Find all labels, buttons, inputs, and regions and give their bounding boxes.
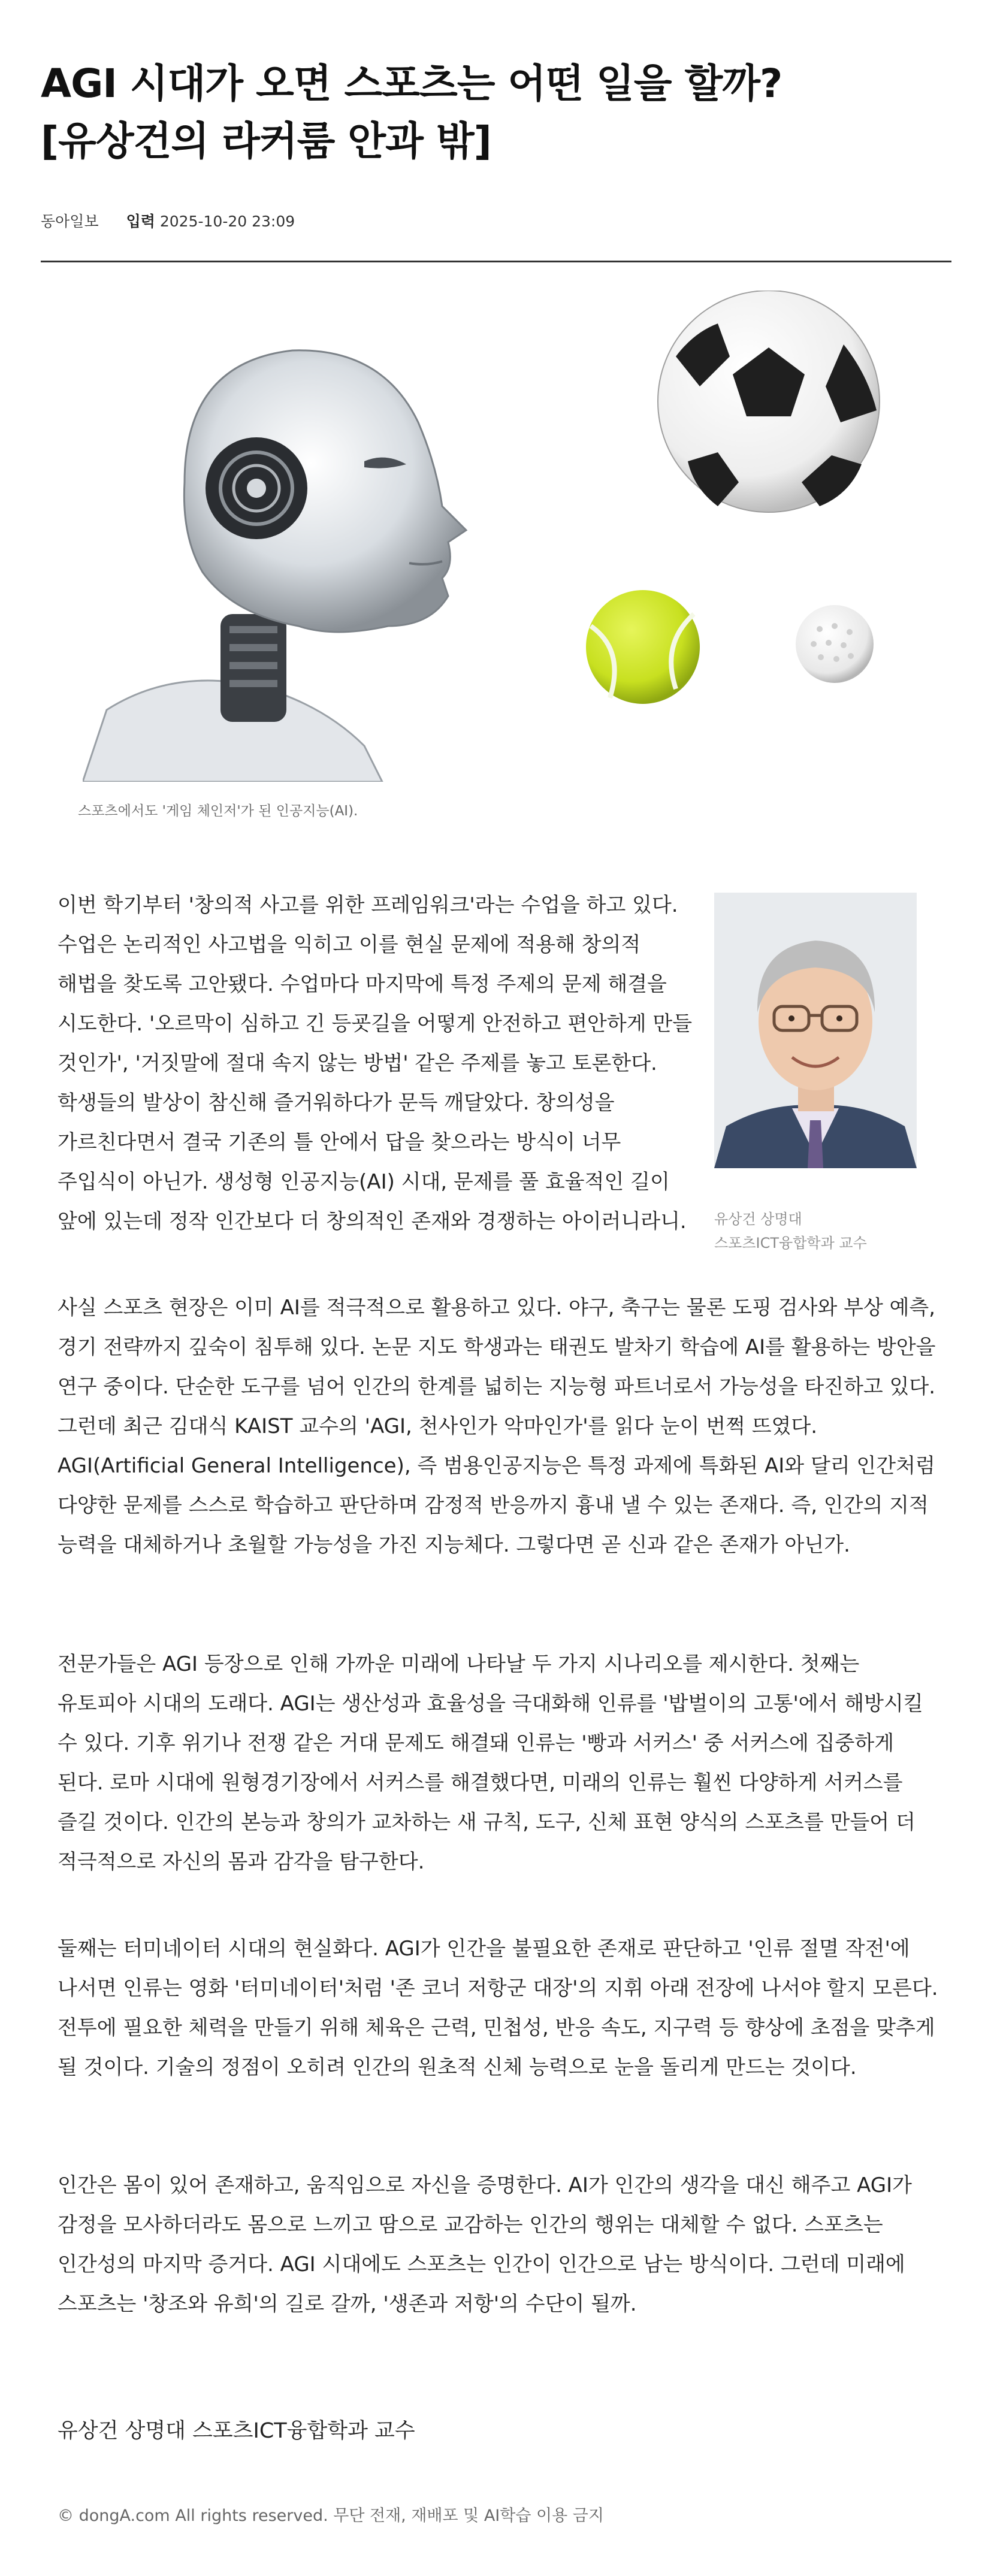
author-portrait	[714, 893, 917, 1168]
title-divider	[41, 261, 951, 262]
article-title	[41, 55, 951, 170]
article-title-line2: [유상건의 라커룸 안과 밖]	[41, 118, 491, 164]
author-byline: 유상건 상명대 스포츠ICT융합학과 교수	[58, 2419, 415, 2443]
hero-caption: 스포츠에서도 '게임 체인저'가 된 인공지능(AI).	[78, 803, 358, 819]
date-value: 2025-10-20 23:09	[159, 213, 295, 230]
hero-image	[83, 291, 916, 782]
body-paragraph-2: 사실 스포츠 현장은 이미 AI를 적극적으로 활용하고 있다. 야구, 축구는 물론 도핑 검사와 부상 예측, 경기 전략까지 깊숙이 침투해 있다. 논문 지도 학생과는 태권도 발차기 학습에 AI를 활용하는 방안을 연구 중이다. 단순한 도구를 넘어 인간의 한계를 넓히는 지능형 파트너로서 가능성을 타진하고 있다. 그런데 최근 김대식 KAIST 교수의 'AGI, 천사인가 악마인가'를 읽다 눈이 번쩍 뜨였다. AGI(Artificial General Intelligence), 즉 범용인공지능은 특정 과제에 특화된 AI와 달리 인간처럼 다양한 문제를 스스로 학습하고 판단하며 감정적 반응까지 흉내 낼 수 있는 존재다. 즉, 인간의 지적 능력을 대체하거나 초월할 가능성을 가진 지능체다. 그렇다면 곧 신과 같은 존재가 아닌가.	[58, 1296, 936, 1557]
date-label: 입력	[126, 213, 155, 230]
robot-and-sports-balls-illustration	[83, 291, 916, 782]
source-name[interactable]: 동아일보	[41, 213, 99, 230]
copyright-notice: © dongA.com All rights reserved. 무단 전재, 재배포 및 AI학습 이용 금지	[58, 2507, 604, 2525]
body-paragraph-3: 전문가들은 AGI 등장으로 인해 가까운 미래에 나타날 두 가지 시나리오를 제시한다. 첫째는 유토피아 시대의 도래다. AGI는 생산성과 효율성을 극대화해 인류를 '밥벌이의 고통'에서 해방시킬 수 있다. 기후 위기나 전쟁 같은 거대 문제도 해결돼 인류는 '빵과 서커스' 중 서커스에 집중하게 된다. 로마 시대에 원형경기장에서 서커스를 해결했다면, 미래의 인류는 훨씬 다양하게 서커스를 즐길 것이다. 인간의 본능과 창의가 교차하는 새 규칙, 도구, 신체 표현 양식의 스포츠를 만들어 더 적극적으로 자신의 몸과 감각을 탐구한다.	[58, 1652, 923, 1874]
body-paragraph-1: 이번 학기부터 '창의적 사고를 위한 프레임워크'라는 수업을 하고 있다. 수업은 논리적인 사고법을 익히고 이를 현실 문제에 적용해 창의적 해법을 찾도록 고안됐다. 수업마다 마지막에 특정 주제의 문제 해결을 시도한다. '오르막이 심하고 긴 등굣길을 어떻게 안전하고 편안하게 만들 것인가', '거짓말에 절대 속지 않는 방법' 같은 주제를 놓고 토론한다. 학생들의 발상이 참신해 즐거워하다가 문득 깨달았다. 창의성을 가르친다면서 결국 기존의 틀 안에서 답을 찾으라는 방식이 너무 주입식이 아닌가. 생성형 인공지능(AI) 시대, 문제를 풀 효율적인 길이 앞에 있는데 정작 인간보다 더 창의적인 존재와 경쟁하는 아이러니라니.	[58, 893, 693, 1233]
article-meta	[41, 210, 295, 231]
body-paragraph-5: 인간은 몸이 있어 존재하고, 움직임으로 자신을 증명한다. AI가 인간의 생각을 대신 해주고 AGI가 감정을 모사하더라도 몸으로 느끼고 땀으로 교감하는 인간의 행위는 대체할 수 없다. 스포츠는 인간성의 마지막 증거다. AGI 시대에도 스포츠는 인간이 인간으로 남는 방식이다. 그런데 미래에 스포츠는 '창조와 유희'의 길로 갈까, '생존과 저항'의 수단이 될까.	[58, 2173, 913, 2316]
author-photo-illustration	[714, 893, 917, 1168]
article-title-line1: AGI 시대가 오면 스포츠는 어떤 일을 할까?	[41, 61, 782, 107]
portrait-caption: 유상건 상명대 스포츠ICT융합학과 교수	[714, 1211, 867, 1251]
body-paragraph-4: 둘째는 터미네이터 시대의 현실화다. AGI가 인간을 불필요한 존재로 판단하고 '인류 절멸 작전'에 나서면 인류는 영화 '터미네이터'처럼 '존 코너 저항군 대장'의 지휘 아래 전장에 나서야 할지 모른다. 전투에 필요한 체력을 만들기 위해 체육은 근력, 민첩성, 반응 속도, 지구력 등 향상에 초점을 맞추게 될 것이다. 기술의 정점이 오히려 인간의 원초적 신체 능력으로 눈을 돌리게 만드는 것이다.	[58, 1937, 938, 2079]
